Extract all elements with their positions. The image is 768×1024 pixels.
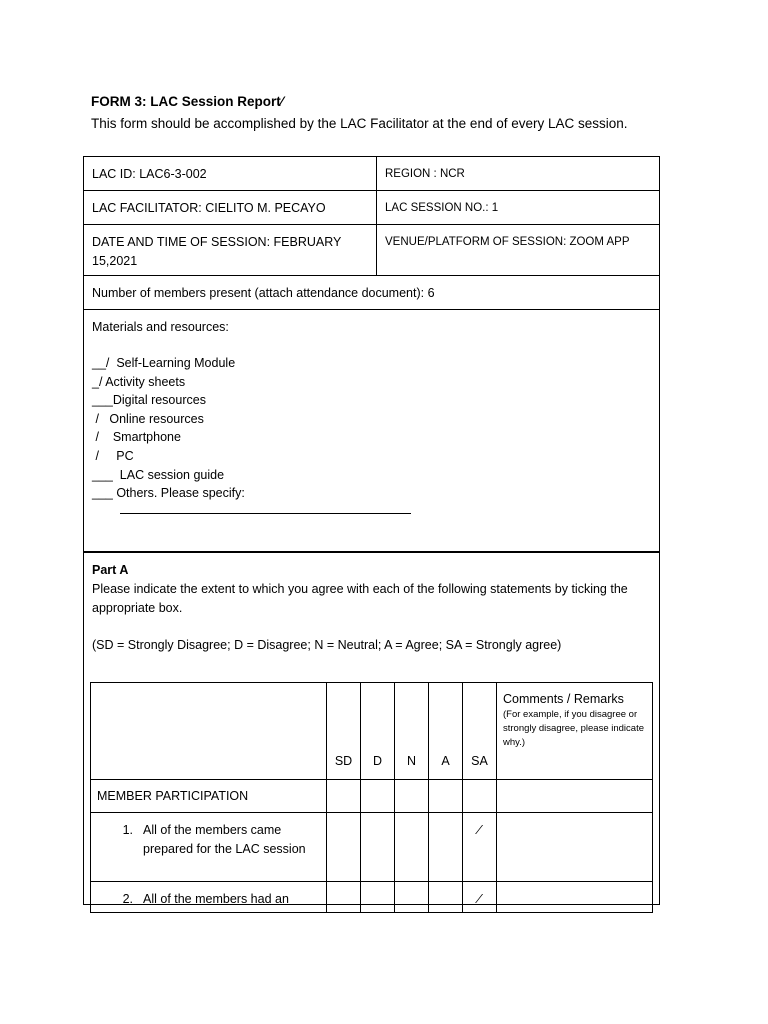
material-item: _/ Activity sheets (92, 374, 186, 389)
members-present-field: Number of members present (attach attendance document): 6 (92, 286, 435, 300)
rating-cell-sd[interactable] (327, 882, 361, 913)
col-n: N (395, 683, 429, 780)
date-time-field: DATE AND TIME OF SESSION: FEBRUARY 15,2021 (84, 225, 377, 275)
material-item: / Online resources (92, 411, 204, 426)
material-item: ___ Others. Please specify: (92, 486, 245, 501)
materials-section (84, 310, 659, 551)
rating-table (90, 682, 653, 913)
part-a-row (84, 552, 659, 904)
rating-cell-d[interactable] (361, 813, 395, 882)
form-instructions: This form should be accomplished by the LAC Facilitator at the end of every LAC session. (91, 116, 628, 131)
venue-field: VENUE/PLATFORM OF SESSION: ZOOM APP (385, 236, 630, 248)
col-a: A (429, 683, 463, 780)
info-row-3 (84, 225, 659, 276)
rating-cell-sa[interactable] (463, 813, 497, 882)
col-sa: SA (463, 683, 497, 780)
comments-header (497, 683, 653, 780)
material-item: __/ Self-Learning Module (92, 356, 236, 370)
rating-cell-sd[interactable] (327, 813, 361, 882)
comments-title: Comments / Remarks (503, 692, 624, 706)
statement-number: 2. (122, 892, 133, 906)
rating-cell-a[interactable] (429, 813, 463, 882)
info-row-1 (84, 157, 659, 191)
statement-text: All of the members came prepared for the LAC session (143, 823, 306, 856)
region-field: REGION : NCR (385, 168, 465, 180)
comment-cell[interactable] (497, 882, 653, 913)
col-d: D (361, 683, 395, 780)
part-a-section (84, 552, 659, 904)
statement-header-cell (91, 683, 327, 780)
rating-cell-n[interactable] (395, 882, 429, 913)
page-title: FORM 3: LAC Session Report⁄ (91, 94, 284, 109)
materials-list (92, 354, 651, 503)
rating-header-row (91, 683, 653, 780)
material-item: / Smartphone (92, 430, 181, 445)
facilitator-field: LAC FACILITATOR: CIELITO M. PECAYO (84, 191, 377, 224)
material-item: / PC (92, 448, 134, 463)
rating-cell-n[interactable] (395, 813, 429, 882)
rating-legend: (SD = Strongly Disagree; D = Disagree; N = Neutral; A = Agree; SA = Strongly agree) (92, 638, 562, 652)
info-row-2 (84, 191, 659, 225)
materials-row (84, 310, 659, 552)
part-a-instruction: Please indicate the extent to which you agree with each of the following statements by ticking the appropriate box. (92, 582, 628, 615)
specify-blank-line (120, 513, 411, 514)
table-row (91, 882, 653, 913)
tick-mark: ⁄ (478, 823, 481, 837)
comment-cell[interactable] (497, 813, 653, 882)
lac-id-field: LAC ID: LAC6-3-002 (84, 157, 377, 190)
table-row (91, 813, 653, 882)
materials-title: Materials and resources: (92, 320, 229, 334)
comments-note: (For example, if you disagree or strongly disagree, please indicate why.) (503, 709, 645, 748)
material-item: ___ LAC session guide (92, 467, 225, 482)
tick-mark: ⁄ (478, 892, 481, 906)
statement-number: 1. (122, 823, 133, 837)
rating-cell-sa[interactable] (463, 882, 497, 913)
col-sd: SD (327, 683, 361, 780)
section-row (91, 780, 653, 813)
rating-cell-a[interactable] (429, 882, 463, 913)
lac-session-form (83, 156, 660, 905)
info-row-4 (84, 276, 659, 310)
part-a-heading: Part A (92, 563, 129, 577)
session-no-field: LAC SESSION NO.: 1 (385, 202, 499, 214)
material-item: ___Digital resources (92, 393, 206, 408)
rating-cell-d[interactable] (361, 882, 395, 913)
section-label: MEMBER PARTICIPATION (91, 780, 327, 813)
statement-text: All of the members had an (143, 892, 289, 906)
